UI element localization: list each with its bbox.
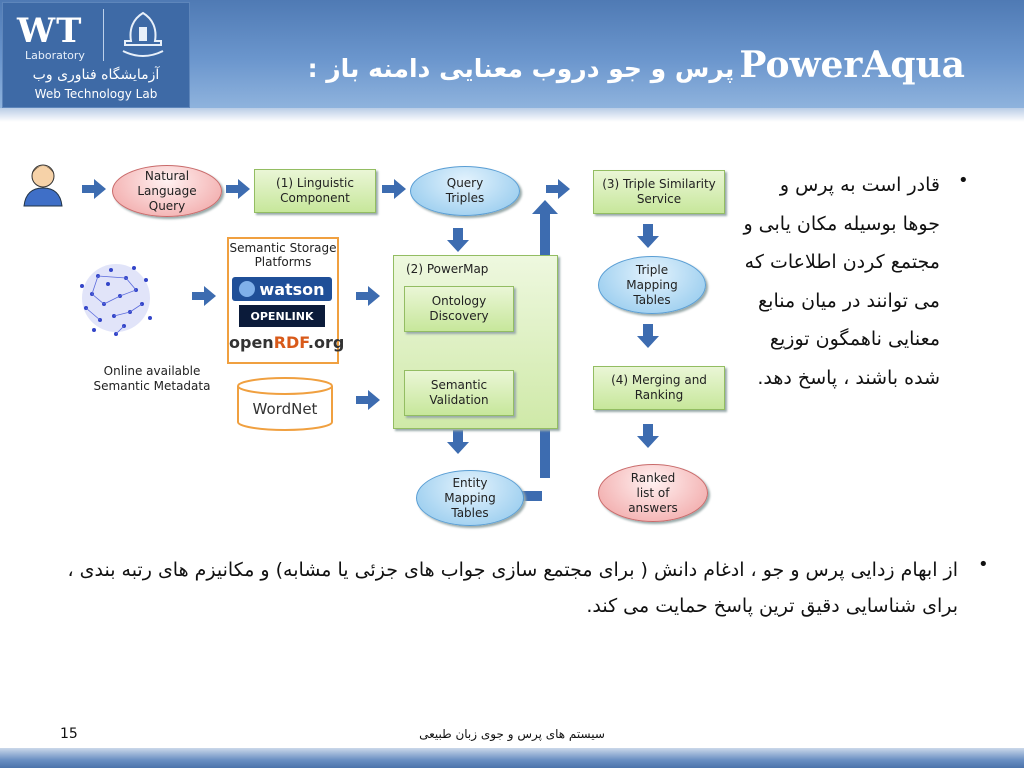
logo-lab-fa: آزمایشگاه فناوری وب (32, 67, 160, 83)
entity-mapping-tables-node (416, 470, 524, 526)
linguistic-component-node (254, 169, 376, 213)
powermap-title: (2) PowerMap (406, 262, 489, 276)
cloud-label-line2: Semantic Metadata (93, 379, 211, 393)
query-triples-line1: Query (446, 176, 484, 190)
openrdf-open: open (229, 333, 274, 352)
user-icon (24, 165, 62, 206)
query-triples-node (410, 166, 520, 216)
logo-lab-full: Web Technology Lab (34, 87, 158, 101)
validation-line1: Semantic (430, 378, 488, 392)
arrow-cloud-to-storage (192, 286, 216, 306)
openlink-logo: OPENLINK (239, 305, 325, 327)
bullet-2-marker: • (978, 554, 989, 575)
ranked-line3: answers (628, 500, 678, 515)
title-en: PowerAqua (739, 44, 965, 86)
openrdf-rdf: RDF (273, 333, 308, 352)
cloud-label-line1: Online available (103, 364, 201, 378)
ranked-line1: Ranked (630, 470, 676, 485)
slide-title (260, 44, 965, 86)
nlq-line1: Natural (144, 168, 190, 183)
semantic-metadata-label (82, 364, 222, 394)
arrow-triples-to-powermap (447, 228, 469, 252)
triple-mapping-tables-node (598, 256, 706, 314)
wt-lab-logo (2, 2, 190, 108)
watson-text: watson (259, 279, 325, 299)
entity-mapping-line1: Entity (452, 475, 488, 490)
logo-divider (103, 9, 104, 61)
arrow-mapping-to-merging (637, 324, 659, 348)
validation-line2: Validation (429, 393, 489, 407)
arrow-user-to-nlq (82, 179, 106, 199)
bullet-2-text: از ابهام زدایی پرس و جو ، ادغام دانش ( برای مجتمع سازی جواب های جزئی یا مشابه) و مکانیزم های رتبه بندی ، برای شناسایی دقیق ترین پاسخ حمایت می کند. (67, 559, 958, 617)
arrow-storage-to-powermap (356, 286, 380, 306)
logo-abbr: WT (17, 11, 83, 51)
linguistic-line1: (1) Linguistic (276, 176, 354, 190)
logo-lab-en: Laboratory (25, 49, 85, 62)
triple-similarity-service-node (593, 170, 725, 214)
watson-globe-icon (239, 281, 255, 297)
arrow-to-similarity (546, 179, 570, 199)
natural-language-query-node (112, 165, 222, 217)
triple-mapping-line1: Triple (635, 262, 669, 277)
query-triples-line2: Triples (445, 191, 485, 205)
similarity-line2: Service (636, 192, 682, 206)
entity-mapping-line2: Mapping (444, 490, 496, 505)
bullet-1-marker: • (958, 170, 969, 191)
footer-bar (0, 748, 1024, 768)
arrow-nlq-to-linguistic (226, 179, 250, 199)
openrdf-org: .org (307, 333, 345, 352)
bullet-1-text: قادر است به پرس و جوها بوسیله مکان یابی و مجتمع کردن اطلاعات که می توانند در میان منابع معنایی ناهمگون توزیع شده باشند ، پاسخ دهد. (743, 174, 940, 389)
nlq-line2: Language (137, 183, 197, 198)
watson-logo (232, 277, 332, 301)
linguistic-line2: Component (280, 191, 350, 205)
entity-mapping-line3: Tables (451, 505, 489, 520)
flow-arrows (82, 179, 659, 478)
ranked-line2: list of (636, 485, 670, 500)
footer-caption: سیستم های پرس و جوی زبان طبیعی (419, 727, 605, 741)
similarity-line1: (3) Triple Similarity (602, 177, 716, 191)
poweraqua-architecture-diagram (16, 158, 730, 528)
merging-line1: (4) Merging and (611, 373, 707, 387)
storage-title-line2: Platforms (254, 255, 312, 269)
merging-line2: Ranking (634, 388, 684, 402)
title-fa: پرس و جو دروب معنایی دامنه باز : (307, 54, 735, 83)
triple-mapping-line3: Tables (633, 292, 671, 307)
ontology-line1: Ontology (431, 294, 487, 308)
arrow-merging-to-ranked (637, 424, 659, 448)
arrow-similarity-to-mapping (637, 224, 659, 248)
semantic-storage-platforms (227, 237, 345, 364)
semantic-metadata-cloud-icon (80, 264, 152, 336)
wordnet-label: WordNet (252, 400, 318, 418)
merging-ranking-node (593, 366, 725, 410)
ranked-answers-node (598, 464, 708, 522)
ontology-discovery-node (404, 286, 514, 332)
header-fade (0, 108, 1024, 122)
arrow-powermap-to-entity (447, 430, 469, 454)
storage-title-line1: Semantic Storage (229, 241, 337, 255)
triple-mapping-line2: Mapping (626, 277, 678, 292)
openrdf-logo (229, 333, 345, 352)
arrow-linguistic-to-triples (382, 179, 406, 199)
semantic-validation-node (404, 370, 514, 416)
page-number: 15 (60, 726, 78, 742)
nlq-line3: Query (148, 198, 186, 213)
ontology-line2: Discovery (429, 309, 489, 323)
university-emblem-icon (115, 9, 171, 63)
arrow-wordnet-to-powermap (356, 390, 380, 410)
storage-title (229, 241, 337, 269)
